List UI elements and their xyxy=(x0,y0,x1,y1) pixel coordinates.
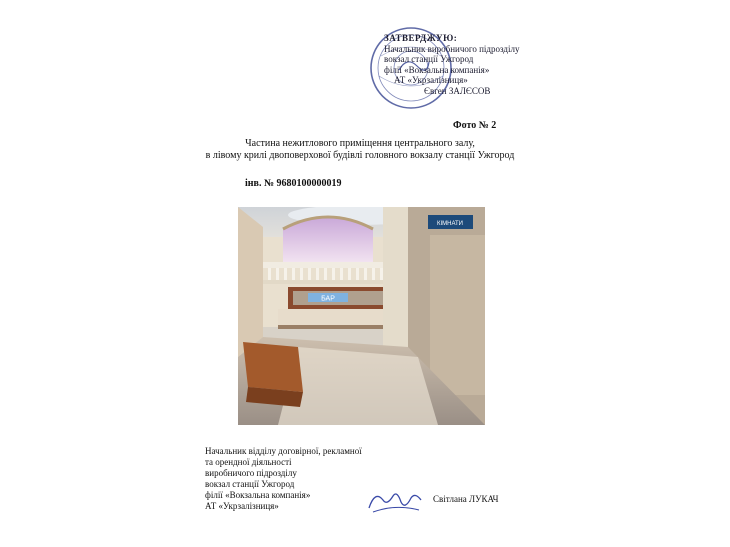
footer-line: та орендної діяльності xyxy=(205,457,292,467)
approval-line: Начальник виробничого підрозділу xyxy=(384,43,520,54)
approval-line: АТ «Укрзалізниця» xyxy=(394,75,468,85)
inventory-number: інв. № 9680100000019 xyxy=(245,178,342,189)
caption-line: Частина нежитлового приміщення центрального залу, xyxy=(245,138,475,149)
handwritten-signature xyxy=(365,486,425,516)
bar-sign: БАР xyxy=(321,295,335,303)
caption-line: в лівому крилі двоповерхової будівлі головного вокзалу станції Ужгород xyxy=(205,150,515,161)
footer-line: виробничого підрозділу xyxy=(205,468,297,478)
approval-header: ЗАТВЕРДЖУЮ: xyxy=(384,33,458,43)
footer-line: філії «Вокзальна компанія» xyxy=(205,490,311,500)
photo-caption xyxy=(190,138,530,162)
approval-line: вокзал станції Ужгород xyxy=(384,54,474,64)
photo-number: Фото № 2 xyxy=(453,120,497,131)
footer-block xyxy=(205,446,362,512)
footer-signatory: Світлана ЛУКАЧ xyxy=(433,494,499,504)
footer-line: АТ «Укрзалізниця» xyxy=(205,501,279,511)
footer-line: Начальник відділу договірної, рекламної xyxy=(205,446,362,456)
footer-line: вокзал станції Ужгород xyxy=(205,479,295,489)
rooms-sign: КІМНАТИ xyxy=(436,221,464,227)
approval-line: філії «Вокзальна компанія» xyxy=(384,64,490,75)
hall-photo xyxy=(238,207,485,425)
approval-block xyxy=(384,33,519,96)
approval-signatory: Євген ЗАЛЄСОВ xyxy=(424,85,491,96)
